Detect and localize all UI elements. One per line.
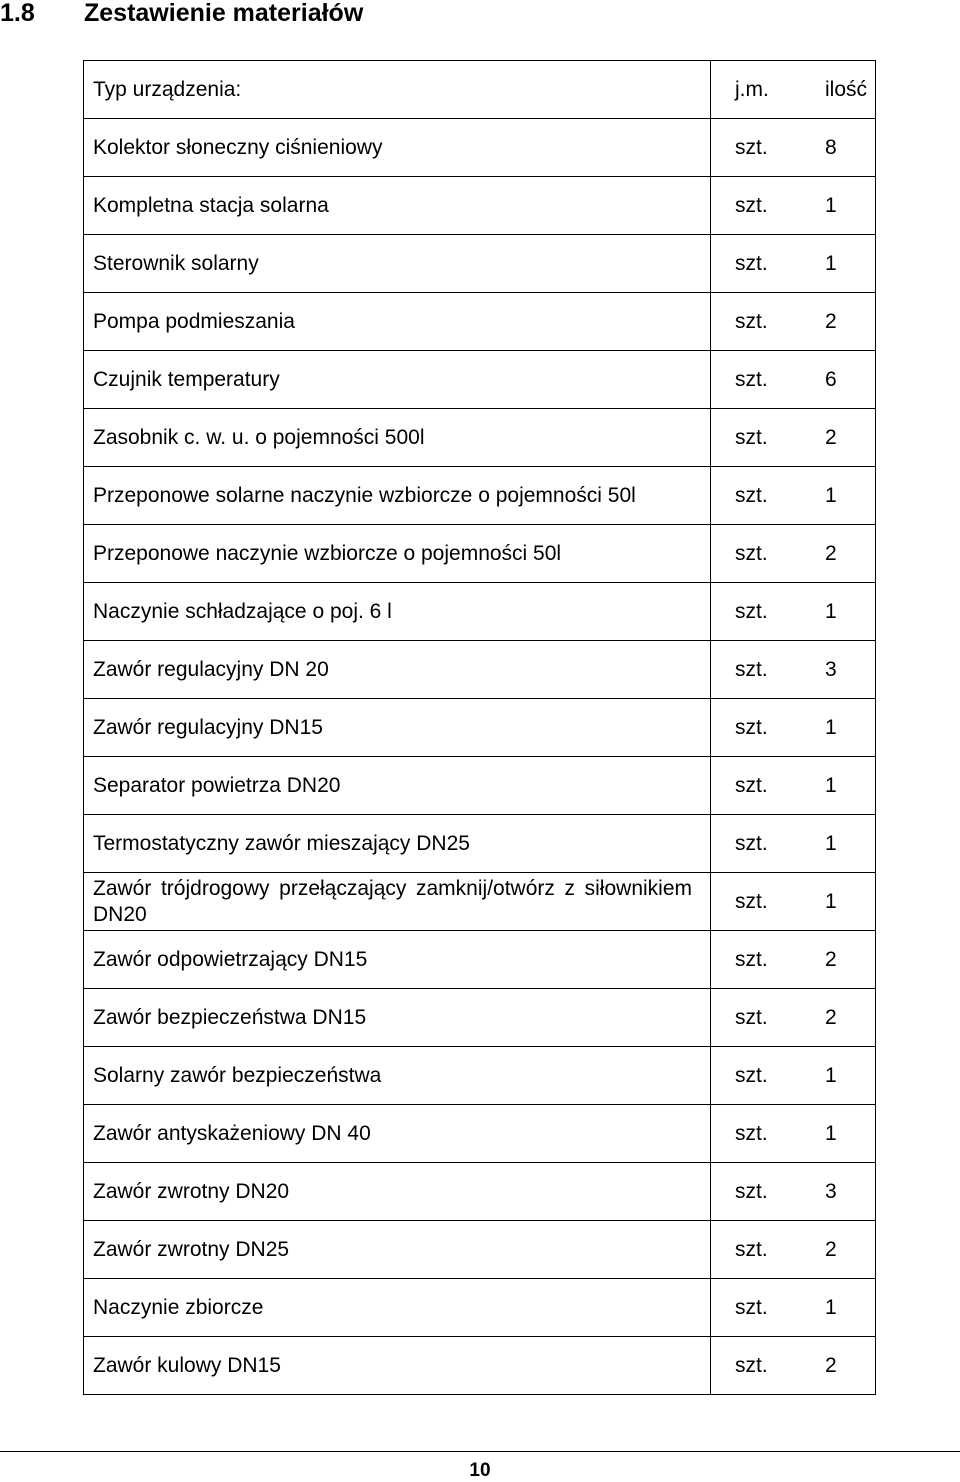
material-unit: szt.	[735, 193, 768, 217]
material-unit: szt.	[735, 599, 768, 623]
table-row	[84, 293, 876, 351]
material-name: Zawór kulowy DN15	[84, 1337, 711, 1395]
material-unit: szt.	[735, 831, 768, 855]
section-number: 1.8	[0, 0, 35, 27]
material-unit: szt.	[735, 1237, 768, 1261]
material-unit: szt.	[735, 425, 768, 449]
material-name: Zawór bezpieczeństwa DN15	[84, 989, 711, 1047]
table-row	[84, 1163, 876, 1221]
unit-qty-cell	[711, 1163, 876, 1221]
table-row	[84, 1337, 876, 1395]
material-quantity: 2	[825, 309, 837, 333]
unit-qty-cell	[711, 1279, 876, 1337]
material-name: Czujnik temperatury	[84, 351, 711, 409]
unit-qty-cell	[711, 989, 876, 1047]
unit-qty-cell	[711, 873, 876, 931]
material-name: Kolektor słoneczny ciśnieniowy	[84, 119, 711, 177]
header-qty: ilość	[825, 77, 868, 101]
header-device-type: Typ urządzenia:	[84, 61, 711, 119]
table-row	[84, 873, 876, 931]
material-name: Zasobnik c. w. u. o pojemności 500l	[84, 409, 711, 467]
table-row	[84, 351, 876, 409]
material-name: Pompa podmieszania	[84, 293, 711, 351]
table-row	[84, 1279, 876, 1337]
material-unit: szt.	[735, 309, 768, 333]
material-unit: szt.	[735, 889, 768, 913]
unit-qty-cell	[711, 583, 876, 641]
unit-qty-cell	[711, 525, 876, 583]
header-unit-qty-cell	[711, 61, 876, 119]
unit-qty-cell	[711, 293, 876, 351]
unit-qty-cell	[711, 1105, 876, 1163]
material-name: Przeponowe naczynie wzbiorcze o pojemności 50l	[84, 525, 711, 583]
table-row	[84, 815, 876, 873]
material-quantity: 1	[825, 251, 837, 275]
unit-qty-cell	[711, 1337, 876, 1395]
material-quantity: 1	[825, 193, 837, 217]
material-quantity: 3	[825, 657, 837, 681]
table-header-row	[84, 61, 876, 119]
table-row	[84, 409, 876, 467]
material-quantity: 1	[825, 773, 837, 797]
table-row	[84, 1047, 876, 1105]
material-unit: szt.	[735, 541, 768, 565]
section-heading	[0, 0, 363, 30]
material-name: Zawór antyskażeniowy DN 40	[84, 1105, 711, 1163]
table-row	[84, 235, 876, 293]
material-name: Zawór regulacyjny DN15	[84, 699, 711, 757]
materials-table	[83, 60, 876, 1395]
material-quantity: 1	[825, 889, 837, 913]
unit-qty-cell	[711, 815, 876, 873]
material-unit: szt.	[735, 367, 768, 391]
material-unit: szt.	[735, 1179, 768, 1203]
material-quantity: 1	[825, 483, 837, 507]
material-name: Naczynie zbiorcze	[84, 1279, 711, 1337]
material-name: Zawór trójdrogowy przełączający zamknij/otwórz z siłownikiem DN20	[84, 873, 711, 931]
material-quantity: 2	[825, 1237, 837, 1261]
material-quantity: 2	[825, 425, 837, 449]
unit-qty-cell	[711, 641, 876, 699]
unit-qty-cell	[711, 699, 876, 757]
material-name: Naczynie schładzające o poj. 6 l	[84, 583, 711, 641]
material-unit: szt.	[735, 1063, 768, 1087]
table-row	[84, 931, 876, 989]
material-name: Separator powietrza DN20	[84, 757, 711, 815]
unit-qty-cell	[711, 119, 876, 177]
material-unit: szt.	[735, 1005, 768, 1029]
table-row	[84, 1221, 876, 1279]
footer-divider	[0, 1451, 960, 1452]
unit-qty-cell	[711, 235, 876, 293]
unit-qty-cell	[711, 931, 876, 989]
material-quantity: 2	[825, 947, 837, 971]
table-row	[84, 641, 876, 699]
table-row	[84, 989, 876, 1047]
material-quantity: 1	[825, 1063, 837, 1087]
table-row	[84, 757, 876, 815]
unit-qty-cell	[711, 757, 876, 815]
material-name: Zawór odpowietrzający DN15	[84, 931, 711, 989]
material-quantity: 2	[825, 541, 837, 565]
material-quantity: 1	[825, 599, 837, 623]
unit-qty-cell	[711, 351, 876, 409]
table-row	[84, 699, 876, 757]
section-title: Zestawienie materiałów	[84, 0, 364, 27]
material-quantity: 1	[825, 715, 837, 739]
material-name: Zawór zwrotny DN20	[84, 1163, 711, 1221]
table-row	[84, 1105, 876, 1163]
material-quantity: 1	[825, 1121, 837, 1145]
unit-qty-cell	[711, 409, 876, 467]
material-unit: szt.	[735, 1121, 768, 1145]
material-unit: szt.	[735, 135, 768, 159]
material-quantity: 2	[825, 1005, 837, 1029]
unit-qty-cell	[711, 467, 876, 525]
material-name: Przeponowe solarne naczynie wzbiorcze o pojemności 50l	[84, 467, 711, 525]
material-quantity: 2	[825, 1353, 837, 1377]
material-unit: szt.	[735, 251, 768, 275]
material-quantity: 8	[825, 135, 837, 159]
table-row	[84, 583, 876, 641]
material-quantity: 3	[825, 1179, 837, 1203]
material-quantity: 6	[825, 367, 837, 391]
material-unit: szt.	[735, 715, 768, 739]
material-unit: szt.	[735, 657, 768, 681]
material-name: Termostatyczny zawór mieszający DN25	[84, 815, 711, 873]
material-name: Zawór zwrotny DN25	[84, 1221, 711, 1279]
material-unit: szt.	[735, 947, 768, 971]
material-quantity: 1	[825, 1295, 837, 1319]
material-name: Sterownik solarny	[84, 235, 711, 293]
table-row	[84, 119, 876, 177]
material-unit: szt.	[735, 773, 768, 797]
table-row	[84, 525, 876, 583]
header-unit: j.m.	[735, 77, 769, 101]
material-name: Kompletna stacja solarna	[84, 177, 711, 235]
material-unit: szt.	[735, 483, 768, 507]
table-row	[84, 177, 876, 235]
material-unit: szt.	[735, 1295, 768, 1319]
page-number: 10	[469, 1460, 491, 1481]
unit-qty-cell	[711, 1047, 876, 1105]
material-name: Zawór regulacyjny DN 20	[84, 641, 711, 699]
material-unit: szt.	[735, 1353, 768, 1377]
material-name: Solarny zawór bezpieczeństwa	[84, 1047, 711, 1105]
table-row	[84, 467, 876, 525]
unit-qty-cell	[711, 1221, 876, 1279]
material-quantity: 1	[825, 831, 837, 855]
unit-qty-cell	[711, 177, 876, 235]
